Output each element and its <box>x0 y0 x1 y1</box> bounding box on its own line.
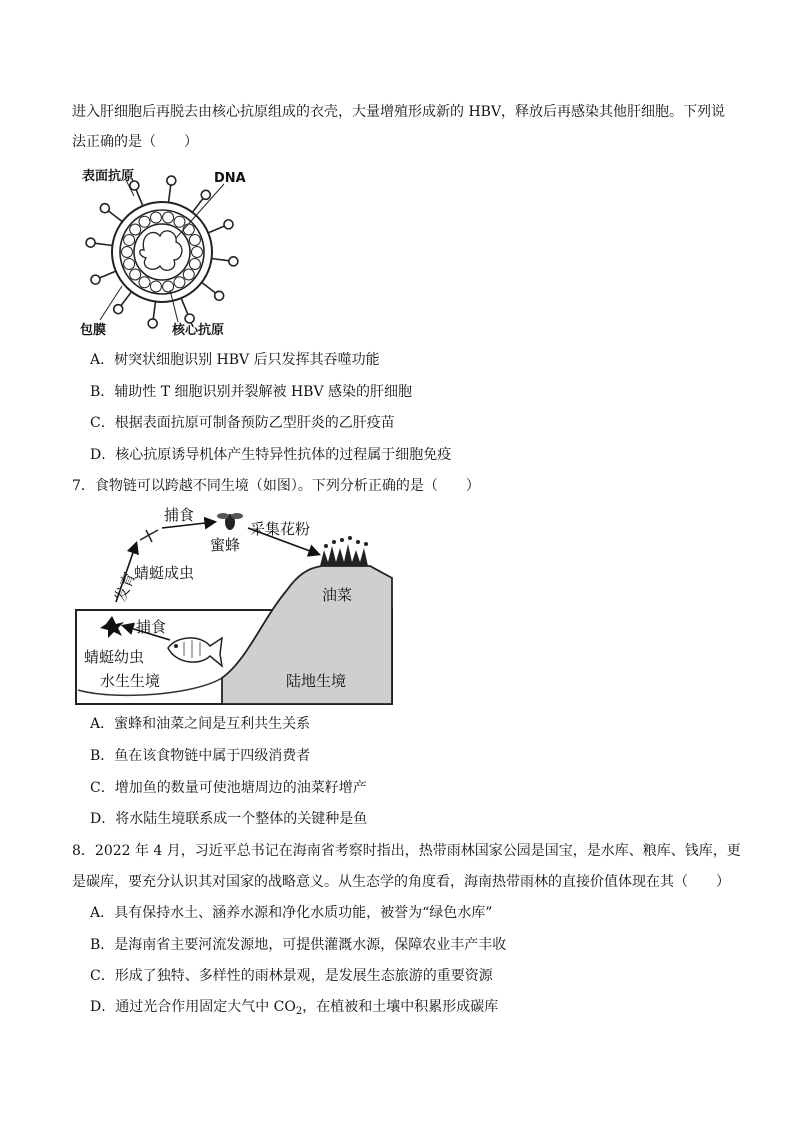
spike-head <box>100 204 109 213</box>
core-bead <box>192 247 203 258</box>
food-chain-figure <box>72 500 397 710</box>
label-bee: 蜜蜂 <box>210 536 241 554</box>
core-bead <box>130 224 141 235</box>
core-bead <box>163 281 174 292</box>
core-bead <box>124 235 135 246</box>
q8-option-d-subscript: 2 <box>295 1006 303 1017</box>
core-bead <box>189 235 200 246</box>
q8-option-c: C．形成了独特、多样性的雨林景观，是发展生态旅游的重要资源 <box>90 968 493 984</box>
q7-stem: 7．食物链可以跨越不同生境（如图）。下列分析正确的是（ ） <box>72 478 480 494</box>
spike-stalk <box>108 211 122 222</box>
spike-stalk <box>136 189 143 206</box>
spike-stalk <box>153 302 155 320</box>
bee-icon <box>217 513 243 530</box>
q7-option-a: A．蜜蜂和油菜之间是互利共生关系 <box>90 716 311 732</box>
q6-stem-line2: 法正确的是（ ） <box>72 134 198 150</box>
hbv-virus-figure <box>72 162 252 342</box>
core-bead <box>183 224 194 235</box>
q7-option-c: C．增加鱼的数量可使池塘周边的油菜籽增产 <box>90 780 367 796</box>
core-bead <box>124 258 135 269</box>
label-develop: 发育 <box>111 569 140 605</box>
spike-stalk <box>212 258 230 260</box>
label-dragonfly-larva: 蜻蜓幼虫 <box>84 648 145 666</box>
core-bead <box>130 269 141 280</box>
label-surface-antigen: 表面抗原 <box>82 169 135 184</box>
q8-option-d-prefix: D．通过光合作用固定大气中 CO <box>90 999 296 1015</box>
spike-stalk <box>208 226 225 233</box>
virus-particle <box>86 176 238 328</box>
label-prey-bottom: 捕食 <box>136 618 167 636</box>
spike-stalk <box>99 271 116 278</box>
core-bead <box>150 212 161 223</box>
label-collect-pollen: 采集花粉 <box>250 520 311 538</box>
core-bead <box>139 277 150 288</box>
core-bead <box>122 247 133 258</box>
rapeseed-plants <box>320 536 368 566</box>
q6-option-c: C．根据表面抗原可制备预防乙型肝炎的乙肝疫苗 <box>90 415 395 431</box>
q8-option-d <box>90 997 498 1022</box>
spike-head <box>148 319 157 328</box>
spike-head <box>86 238 95 247</box>
q8-option-d-suffix: ，在植被和土壤中积累形成碳库 <box>302 999 499 1015</box>
spike-stalk <box>192 198 203 212</box>
core-bead <box>174 277 185 288</box>
core-bead <box>163 212 174 223</box>
dragonfly-adult-icon <box>140 530 158 542</box>
q6-stem-line1: 进入肝细胞后再脱去由核心抗原组成的衣壳，大量增殖形成新的 HBV，释放后再感染其他肝细胞。下列说 <box>72 104 726 120</box>
spike-head <box>215 291 224 300</box>
label-terrestrial: 陆地生境 <box>286 672 347 690</box>
spike-stalk <box>181 298 188 315</box>
q8-option-b: B．是海南省主要河流发源地，可提供灌溉水源，保障农业丰产丰收 <box>90 937 507 953</box>
q7-option-b: B．鱼在该食物链中属于四级消费者 <box>90 748 311 764</box>
spike-stalk <box>202 282 216 293</box>
spike-stalk <box>121 292 132 306</box>
label-core-antigen: 核心抗原 <box>172 323 225 338</box>
spike-head <box>91 275 100 284</box>
label-dna: DNA <box>214 171 246 186</box>
q8-stem-line1: 8．2022 年 4 月，习近平总书记在海南省考察时指出，热带雨林国家公园是国宝，是水库、粮库、钱库，更 <box>72 843 741 859</box>
spike-head <box>185 314 194 323</box>
core-bead <box>189 258 200 269</box>
label-envelope: 包膜 <box>80 323 107 338</box>
q7-option-d: D．将水陆生境联系成一个整体的关键种是鱼 <box>90 811 368 827</box>
label-prey-top: 捕食 <box>164 506 195 524</box>
core-bead <box>174 216 185 227</box>
envelope-pointer <box>100 286 122 320</box>
spike-head <box>167 176 176 185</box>
spike-head <box>224 220 233 229</box>
label-rapeseed: 油菜 <box>322 586 353 604</box>
label-aquatic: 水生生境 <box>100 672 161 690</box>
q6-option-d: D．核心抗原诱导机体产生特异性抗体的过程属于细胞免疫 <box>90 447 452 463</box>
q8-option-a: A．具有保持水土、涵养水源和净化水质功能，被誉为“绿色水库” <box>90 905 493 921</box>
spike-head <box>201 190 210 199</box>
spike-stalk <box>168 185 170 203</box>
spike-head <box>114 305 123 314</box>
spike-head <box>229 257 238 266</box>
core-bead <box>183 269 194 280</box>
spike-stalk <box>95 243 113 245</box>
label-dragonfly-adult: 蜻蜓成虫 <box>134 564 195 582</box>
q6-option-b: B．辅助性 T 细胞识别并裂解被 HBV 感染的肝细胞 <box>90 384 413 400</box>
core-bead <box>139 216 150 227</box>
q8-stem-line2: 是碳库，要充分认识其对国家的战略意义。从生态学的角度看，海南热带雨林的直接价值体现在其（ ） <box>72 874 730 890</box>
core-bead <box>150 281 161 292</box>
q6-option-a: A．树突状细胞识别 HBV 后只发挥其吞噬功能 <box>90 352 380 368</box>
